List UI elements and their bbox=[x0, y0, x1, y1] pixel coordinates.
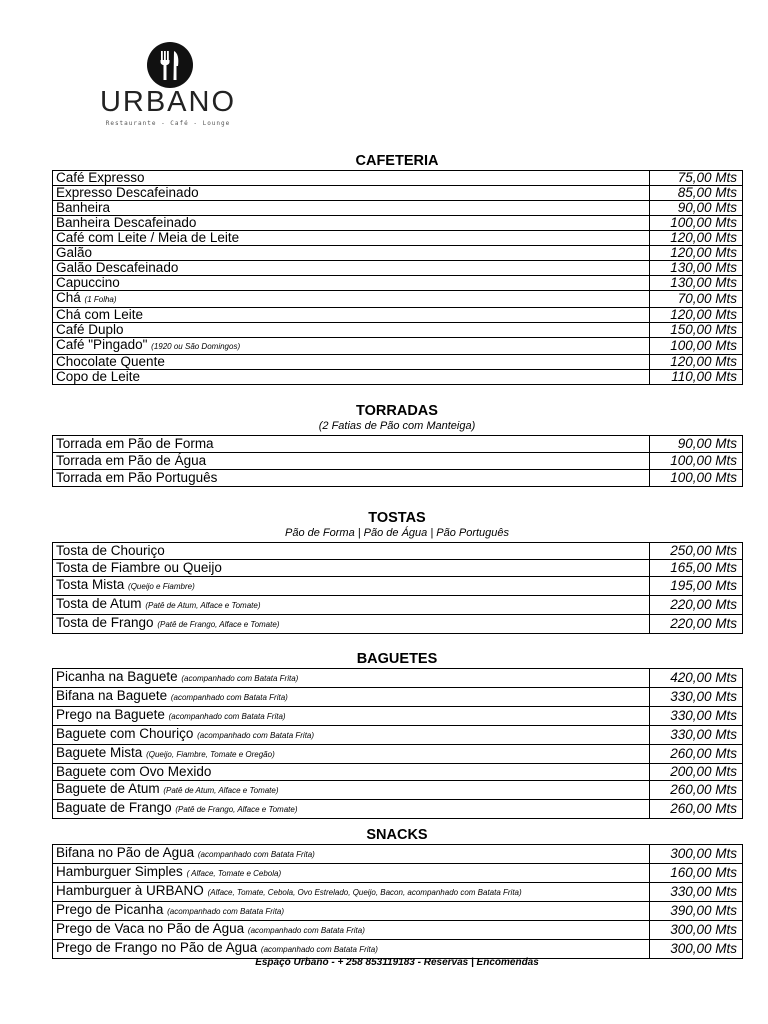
menu-item-row bbox=[53, 470, 743, 487]
item-name: Chá com Leite bbox=[56, 307, 144, 322]
item-name: Tosta Mista bbox=[56, 577, 125, 592]
section-snacks bbox=[52, 827, 742, 959]
item-price: 90,00 Mts bbox=[650, 436, 743, 453]
item-price: 120,00 Mts bbox=[650, 355, 743, 370]
item-name-cell bbox=[53, 543, 650, 560]
menu-table bbox=[52, 435, 743, 487]
item-name-cell bbox=[53, 615, 650, 634]
item-note: (Patê de Frango, Alface e Tomate) bbox=[157, 620, 280, 629]
section-subtitle: Pão de Forma | Pão de Água | Pão Português bbox=[284, 527, 510, 539]
menu-item-row bbox=[53, 577, 743, 596]
item-price: 300,00 Mts bbox=[650, 940, 743, 959]
item-price: 110,00 Mts bbox=[650, 370, 743, 385]
item-name: Picanha na Baguete bbox=[56, 669, 178, 684]
item-name-cell bbox=[53, 436, 650, 453]
item-name-cell bbox=[53, 764, 650, 781]
menu-item-row bbox=[53, 171, 743, 186]
item-name-cell bbox=[53, 355, 650, 370]
menu-item-row bbox=[53, 291, 743, 308]
item-name: Prego de Picanha bbox=[56, 902, 164, 917]
item-price: 330,00 Mts bbox=[650, 883, 743, 902]
item-name: Chá bbox=[56, 290, 81, 305]
section-title: BAGUETES bbox=[356, 651, 438, 667]
menu-item-row bbox=[53, 338, 743, 355]
item-name-cell bbox=[53, 669, 650, 688]
item-price: 100,00 Mts bbox=[650, 453, 743, 470]
item-name: Bifana no Pão de Agua bbox=[56, 845, 195, 860]
item-name: Torrada em Pão de Forma bbox=[56, 436, 214, 451]
item-price: 200,00 Mts bbox=[650, 764, 743, 781]
item-name-cell bbox=[53, 577, 650, 596]
item-note: (acompanhado com Batata Frita) bbox=[181, 674, 299, 683]
item-price: 260,00 Mts bbox=[650, 781, 743, 800]
item-price: 165,00 Mts bbox=[650, 560, 743, 577]
menu-item-row bbox=[53, 246, 743, 261]
menu-item-row bbox=[53, 261, 743, 276]
item-name: Galão Descafeinado bbox=[56, 260, 179, 275]
item-note: (Patê de Atum, Alface e Tomate) bbox=[145, 601, 261, 610]
item-name: Chocolate Quente bbox=[56, 354, 165, 369]
item-name-cell bbox=[53, 453, 650, 470]
item-name: Torrada em Pão de Água bbox=[56, 453, 207, 468]
brand-logo bbox=[66, 38, 270, 134]
item-price: 120,00 Mts bbox=[650, 246, 743, 261]
item-price: 130,00 Mts bbox=[650, 276, 743, 291]
item-price: 260,00 Mts bbox=[650, 800, 743, 819]
item-price: 100,00 Mts bbox=[650, 216, 743, 231]
section-cafeteria bbox=[52, 153, 742, 385]
item-price: 120,00 Mts bbox=[650, 231, 743, 246]
item-name-cell bbox=[53, 560, 650, 577]
section-title: SNACKS bbox=[366, 827, 428, 843]
item-name: Baguete de Atum bbox=[56, 781, 160, 796]
menu-item-row bbox=[53, 864, 743, 883]
item-name: Tosta de Fiambre ou Queijo bbox=[56, 560, 222, 575]
item-price: 220,00 Mts bbox=[650, 596, 743, 615]
item-price: 75,00 Mts bbox=[650, 171, 743, 186]
menu-item-row bbox=[53, 560, 743, 577]
menu-item-row bbox=[53, 615, 743, 634]
menu-item-row bbox=[53, 355, 743, 370]
section-title: TORRADAS bbox=[356, 403, 438, 419]
item-name-cell bbox=[53, 596, 650, 615]
item-name: Capuccino bbox=[56, 275, 120, 290]
item-note: (acompanhado com Batata Frita) bbox=[170, 693, 288, 702]
item-name: Prego de Vaca no Pão de Agua bbox=[56, 921, 245, 936]
item-price: 120,00 Mts bbox=[650, 308, 743, 323]
item-name: Baguate de Frango bbox=[56, 800, 172, 815]
item-note: ( Alface, Tomate e Cebola) bbox=[186, 869, 282, 878]
item-price: 160,00 Mts bbox=[650, 864, 743, 883]
item-note: (Patê de Atum, Alface e Tomate) bbox=[163, 786, 279, 795]
item-name-cell bbox=[53, 864, 650, 883]
item-price: 100,00 Mts bbox=[650, 470, 743, 487]
item-name-cell bbox=[53, 291, 650, 308]
item-name: Café com Leite / Meia de Leite bbox=[56, 230, 240, 245]
menu-table bbox=[52, 170, 743, 385]
menu-item-row bbox=[53, 186, 743, 201]
menu-item-row bbox=[53, 688, 743, 707]
item-price: 260,00 Mts bbox=[650, 745, 743, 764]
item-price: 390,00 Mts bbox=[650, 902, 743, 921]
footer-contact: Espaço Urbano - + 258 853119183 - Reservas | Encomendas bbox=[255, 957, 539, 968]
item-name: Tosta de Atum bbox=[56, 596, 142, 611]
item-note: (acompanhado com Batata Frita) bbox=[167, 907, 285, 916]
item-name-cell bbox=[53, 688, 650, 707]
menu-item-row bbox=[53, 745, 743, 764]
menu-item-row bbox=[53, 543, 743, 560]
item-name: Baguete Mista bbox=[56, 745, 143, 760]
item-price: 195,00 Mts bbox=[650, 577, 743, 596]
item-price: 300,00 Mts bbox=[650, 921, 743, 940]
menu-item-row bbox=[53, 764, 743, 781]
item-name-cell bbox=[53, 308, 650, 323]
menu-item-row bbox=[53, 845, 743, 864]
item-name-cell bbox=[53, 883, 650, 902]
item-name-cell bbox=[53, 201, 650, 216]
item-price: 300,00 Mts bbox=[650, 845, 743, 864]
item-price: 220,00 Mts bbox=[650, 615, 743, 634]
menu-item-row bbox=[53, 216, 743, 231]
item-name: Galão bbox=[56, 245, 93, 260]
item-name-cell bbox=[53, 707, 650, 726]
item-name-cell bbox=[53, 261, 650, 276]
menu-item-row bbox=[53, 921, 743, 940]
item-note: (acompanhado com Batata Frita) bbox=[197, 850, 315, 859]
item-name: Café Expresso bbox=[56, 170, 145, 185]
item-note: (acompanhado com Batata Frita) bbox=[197, 731, 315, 740]
item-price: 330,00 Mts bbox=[650, 688, 743, 707]
brand-name: URBANO bbox=[99, 86, 237, 118]
item-note: (1 Folha) bbox=[84, 295, 117, 304]
item-name: Bifana na Baguete bbox=[56, 688, 168, 703]
menu-table bbox=[52, 542, 743, 634]
item-name: Baguete com Chouriço bbox=[56, 726, 194, 741]
item-name-cell bbox=[53, 940, 650, 959]
item-name-cell bbox=[53, 470, 650, 487]
item-name: Baguete com Ovo Mexido bbox=[56, 764, 212, 779]
item-name-cell bbox=[53, 781, 650, 800]
item-name-cell bbox=[53, 726, 650, 745]
menu-table bbox=[52, 668, 743, 819]
item-name-cell bbox=[53, 171, 650, 186]
item-note: (1920 ou São Domingos) bbox=[151, 342, 241, 351]
item-note: (acompanhado com Batata Frita) bbox=[247, 926, 365, 935]
item-note: (Queijo, Fiambre, Tomate e Oregão) bbox=[146, 750, 275, 759]
item-price: 330,00 Mts bbox=[650, 707, 743, 726]
section-torradas bbox=[52, 403, 742, 487]
menu-item-row bbox=[53, 781, 743, 800]
menu-item-row bbox=[53, 940, 743, 959]
item-name-cell bbox=[53, 231, 650, 246]
item-note: (acompanhado com Batata Frita) bbox=[260, 945, 378, 954]
item-note: (Patê de Frango, Alface e Tomate) bbox=[175, 805, 298, 814]
menu-item-row bbox=[53, 308, 743, 323]
menu-item-row bbox=[53, 231, 743, 246]
item-name: Prego de Frango no Pão de Agua bbox=[56, 940, 258, 955]
item-name: Café Duplo bbox=[56, 322, 124, 337]
item-name: Hamburguer à URBANO bbox=[56, 883, 204, 898]
item-name-cell bbox=[53, 246, 650, 261]
menu-item-row bbox=[53, 800, 743, 819]
item-price: 70,00 Mts bbox=[650, 291, 743, 308]
menu-item-row bbox=[53, 453, 743, 470]
item-price: 330,00 Mts bbox=[650, 726, 743, 745]
item-name-cell bbox=[53, 338, 650, 355]
item-name: Café "Pingado" bbox=[56, 337, 148, 352]
menu-item-row bbox=[53, 201, 743, 216]
menu-item-row bbox=[53, 707, 743, 726]
item-name: Torrada em Pão Português bbox=[56, 470, 218, 485]
item-name-cell bbox=[53, 370, 650, 385]
menu-item-row bbox=[53, 902, 743, 921]
item-note: (acompanhado com Batata Frita) bbox=[168, 712, 286, 721]
menu-item-row bbox=[53, 323, 743, 338]
section-title: TOSTAS bbox=[368, 510, 426, 526]
item-note: (Queijo e Fiambre) bbox=[128, 582, 195, 591]
item-name-cell bbox=[53, 902, 650, 921]
section-title: CAFETERIA bbox=[355, 153, 439, 169]
item-name-cell bbox=[53, 845, 650, 864]
menu-item-row bbox=[53, 726, 743, 745]
item-price: 85,00 Mts bbox=[650, 186, 743, 201]
item-name: Prego na Baguete bbox=[56, 707, 165, 722]
item-name-cell bbox=[53, 216, 650, 231]
item-note: (Alface, Tomate, Cebola, Ovo Estrelado, Queijo, Bacon, acompanhado com Batata Frita) bbox=[207, 888, 522, 897]
item-name-cell bbox=[53, 186, 650, 201]
item-price: 130,00 Mts bbox=[650, 261, 743, 276]
brand-tagline: Restaurante - Café - Lounge bbox=[105, 120, 231, 127]
menu-item-row bbox=[53, 276, 743, 291]
item-name: Tosta de Chouriço bbox=[56, 543, 165, 558]
section-tostas bbox=[52, 510, 742, 634]
menu-item-row bbox=[53, 596, 743, 615]
menu-item-row bbox=[53, 370, 743, 385]
item-price: 100,00 Mts bbox=[650, 338, 743, 355]
menu-item-row bbox=[53, 883, 743, 902]
item-name-cell bbox=[53, 323, 650, 338]
section-subtitle: (2 Fatias de Pão com Manteiga) bbox=[318, 420, 476, 432]
fork-knife-icon bbox=[147, 42, 193, 88]
item-name-cell bbox=[53, 276, 650, 291]
item-price: 250,00 Mts bbox=[650, 543, 743, 560]
item-price: 420,00 Mts bbox=[650, 669, 743, 688]
menu-item-row bbox=[53, 436, 743, 453]
item-name: Expresso Descafeinado bbox=[56, 185, 199, 200]
item-name: Banheira Descafeinado bbox=[56, 215, 197, 230]
item-name: Tosta de Frango bbox=[56, 615, 154, 630]
item-price: 150,00 Mts bbox=[650, 323, 743, 338]
item-name: Banheira bbox=[56, 200, 111, 215]
menu-item-row bbox=[53, 669, 743, 688]
item-name-cell bbox=[53, 800, 650, 819]
menu-table bbox=[52, 844, 743, 959]
item-name-cell bbox=[53, 921, 650, 940]
item-name-cell bbox=[53, 745, 650, 764]
item-name: Hamburguer Simples bbox=[56, 864, 183, 879]
item-price: 90,00 Mts bbox=[650, 201, 743, 216]
section-baguetes bbox=[52, 651, 742, 819]
item-name: Copo de Leite bbox=[56, 369, 141, 384]
